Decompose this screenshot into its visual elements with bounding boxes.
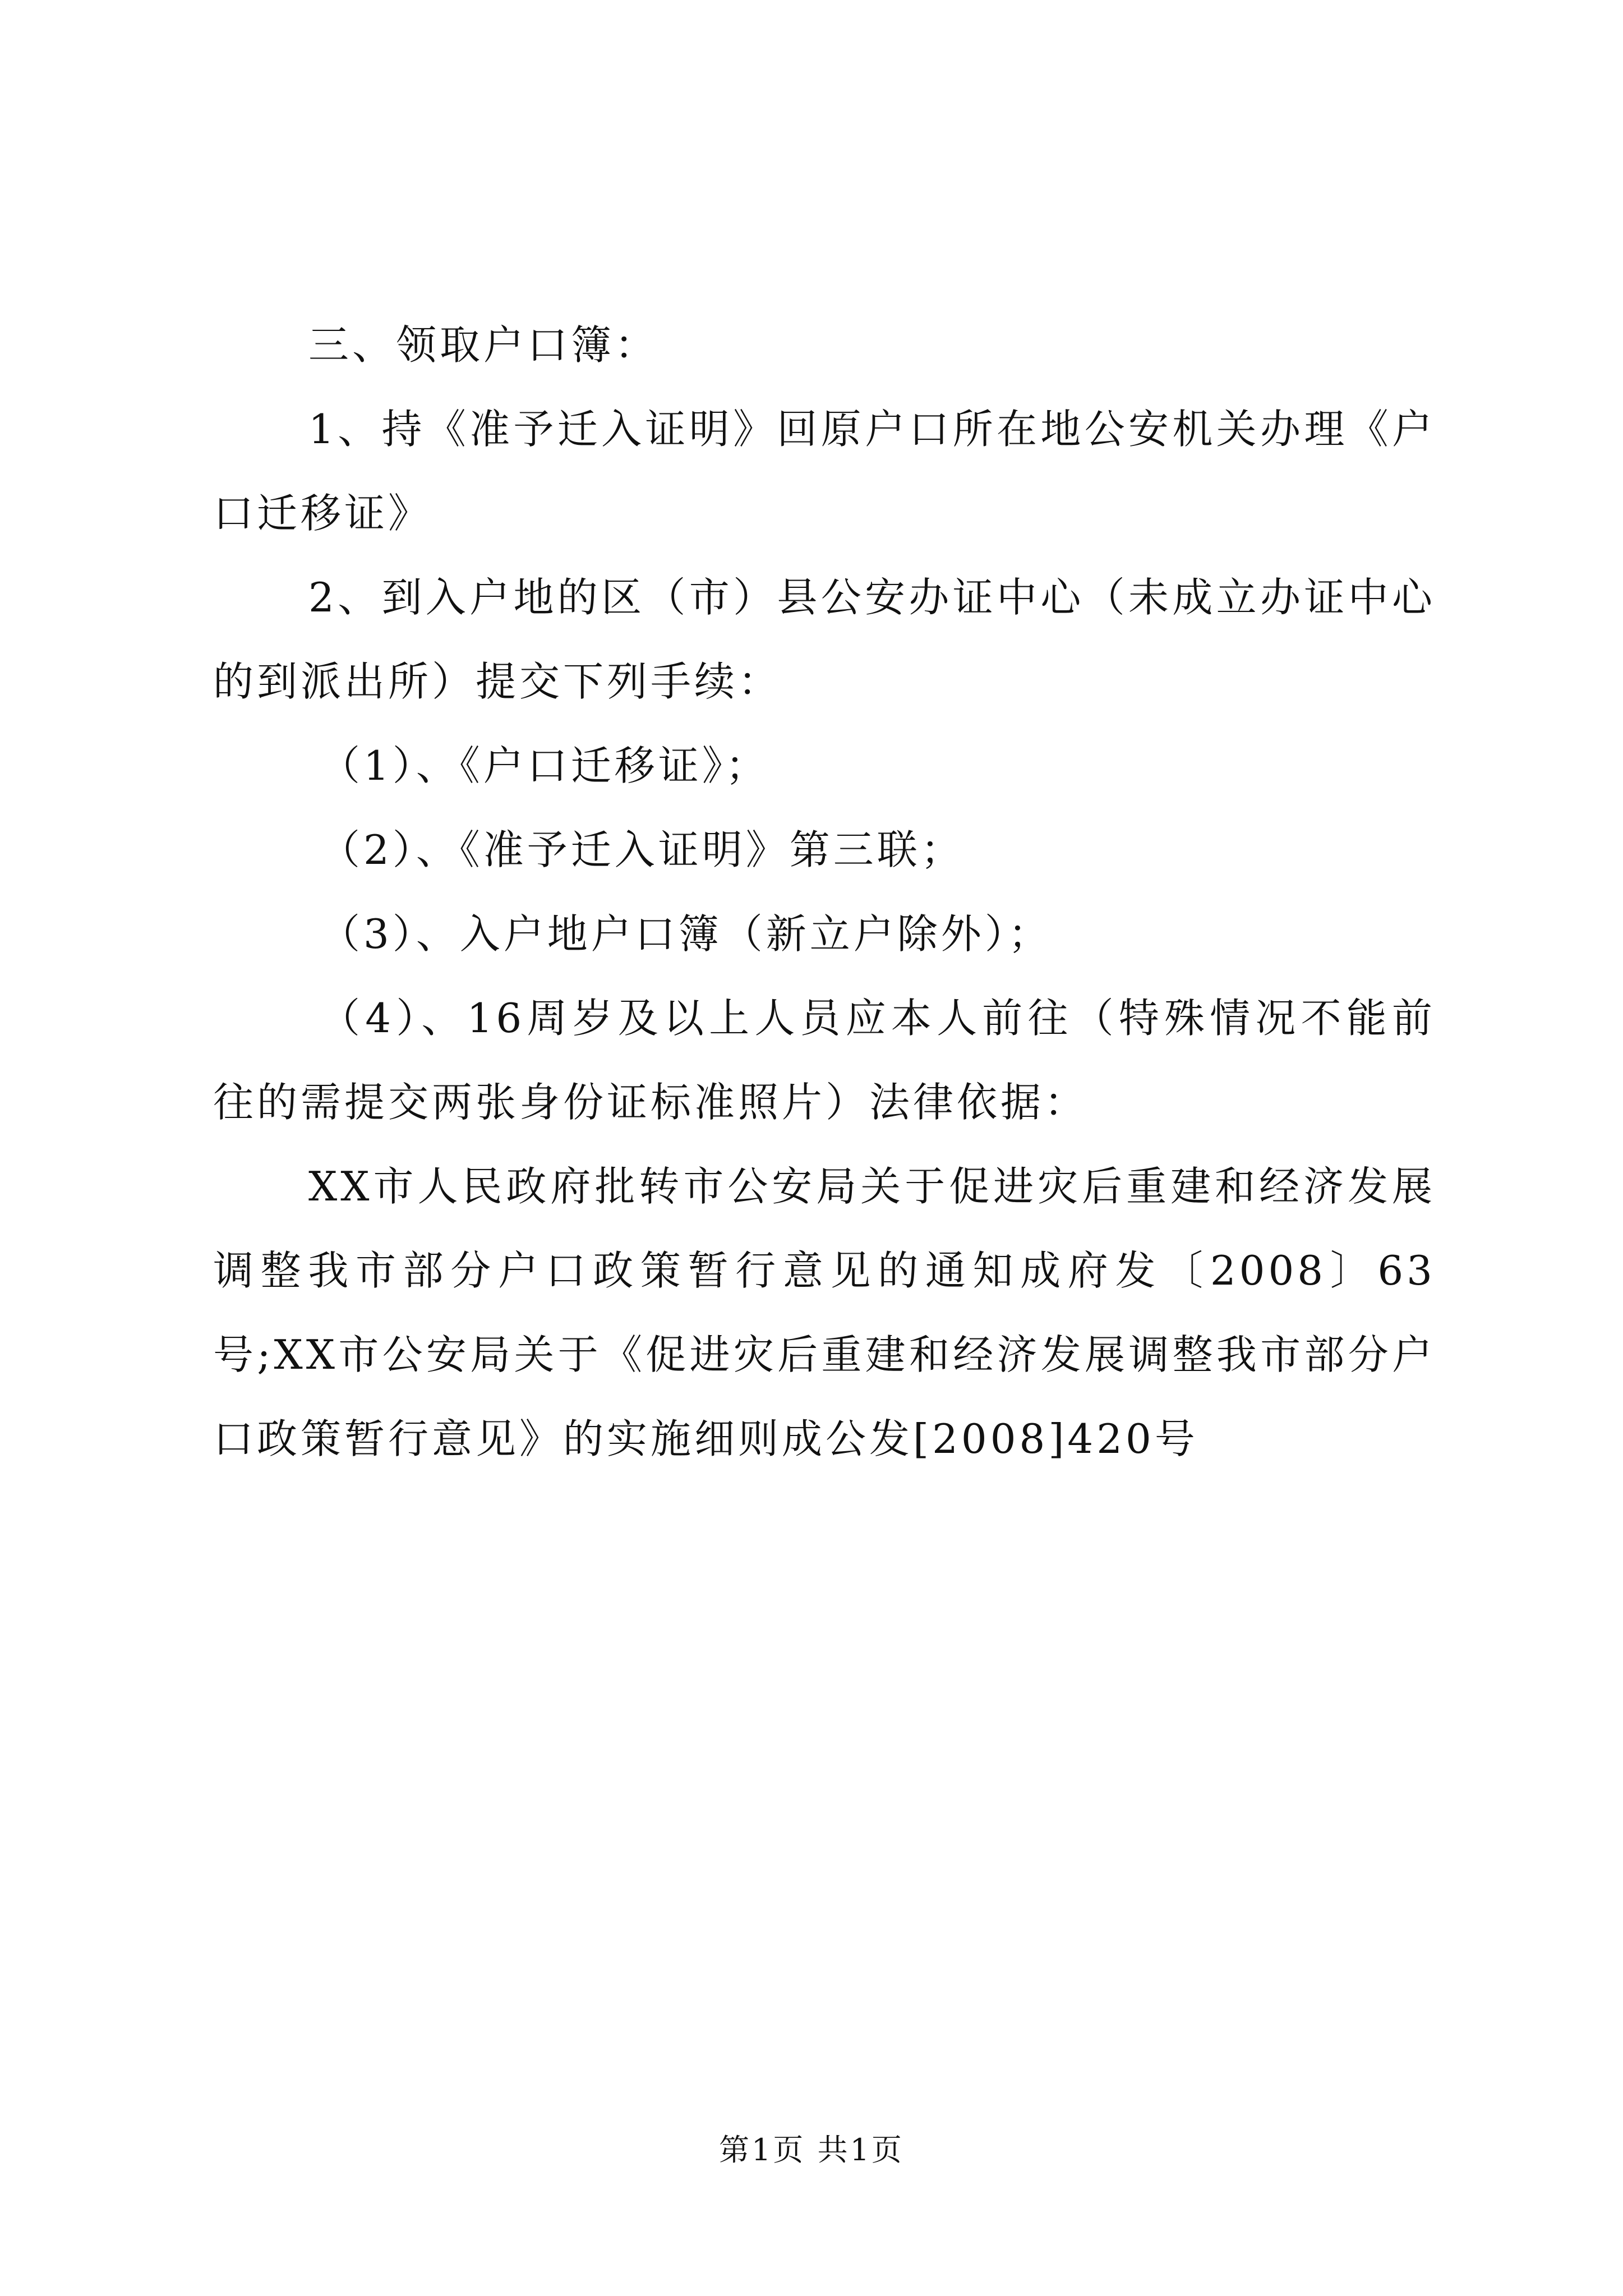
legal-basis-paragraph: XX市人民政府批转市公安局关于促进灾后重建和经济发展调整我市部分户口政策暂行意见的通知成府发〔2008〕63号;XX市公安局关于《促进灾后重建和经济发展调整我市部分户口政策暂行意见》的实施细则成公发[2008]420号 — [213, 1163, 1436, 1462]
document-body — [213, 303, 1436, 1481]
paragraph-step-2: 2、到入户地的区（市）县公安办证中心（未成立办证中心的到派出所）提交下列手续： — [213, 574, 1436, 705]
list-item-2: （2）、《准予迁入证明》第三联； — [320, 826, 965, 873]
list-item-4: （4）、16周岁及以上人员应本人前往（特殊情况不能前往的需提交两张身份证标准照片）法律依据： — [213, 995, 1436, 1126]
section-heading: 三、领取户口簿： — [308, 321, 659, 369]
page-number-footer: 第1页 共1页 — [719, 2132, 904, 2168]
list-item-1: （1）、《户口迁移证》； — [320, 742, 769, 789]
paragraph-step-1: 1、持《准予迁入证明》回原户口所在地公安机关办理《户口迁移证》 — [213, 406, 1436, 537]
list-item-3: （3）、入户地户口簿（新立户除外）； — [320, 910, 1052, 958]
